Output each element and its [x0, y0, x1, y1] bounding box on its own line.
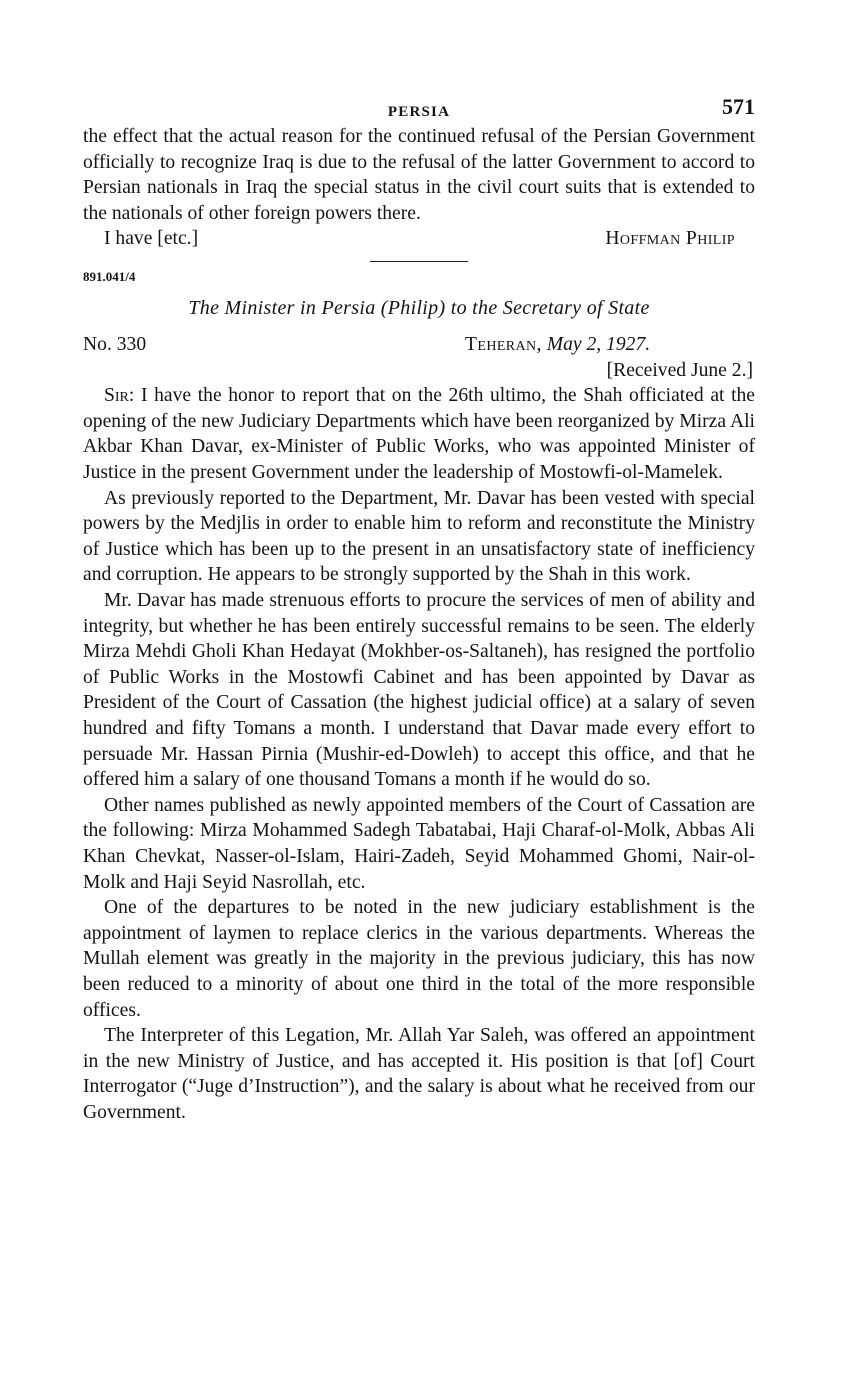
continuation-paragraph: the effect that the actual reason for the continued refusal of the Persian Government officially to recognize Iraq is due to the refusal of the latter Government to accord to Persian nationals in Iraq the special status in the civil court suits that is extended to the nationals of other foreign powers there.	[83, 126, 755, 224]
closing-row	[83, 226, 755, 252]
document-number: No. 330	[83, 334, 147, 356]
signature: Hoffman Philip	[605, 228, 735, 250]
document-page	[83, 92, 755, 1125]
place-date	[465, 332, 755, 358]
file-number: 891.041/4	[83, 269, 136, 285]
letter-paragraph-1	[83, 383, 755, 485]
received-date: [Received June 2.]	[606, 359, 753, 381]
letter-paragraph-2: As previously reported to the Department, Mr. Davar has been vested with special powers by the Medjlis in order to enable him to reform and reconstitute the Ministry of Justice which has been up to the present in an unsatisfactory state of inefficiency and corruption. He appears to be strongly supported by the Shah in this work.	[83, 487, 755, 586]
running-head	[83, 92, 755, 124]
date: May 2, 1927.	[546, 334, 651, 356]
first-paragraph-text: I have the honor to report that on the 26th ultimo, the Shah officiated at the opening of the new Judiciary Departments which have been reorganized by Mirza Ali Akbar Khan Davar, ex-Minister of Public Works, who was appointed Minister of Justice in the present Government under the leadership of Mostowfi-ol-Mamelek.	[83, 385, 756, 484]
section-divider	[370, 261, 468, 263]
letter-paragraph-6: The Interpreter of this Legation, Mr. Allah Yar Saleh, was offered an appointment in the new Ministry of Justice, and has accepted it. His position is that [of] Court Interrogator (“Juge d’Instruction”), and the salary is about what he received from our Government.	[83, 1025, 755, 1123]
document-meta	[83, 332, 755, 358]
letter-paragraph-3: Mr. Davar has made strenuous efforts to procure the services of men of ability and integrity, but whether he has been entirely successful remains to be seen. The elderly Mirza Mehdi Gholi Khan Hedayat (Mokhber-os-Saltaneh), has resigned the portfolio of Public Works in the Mostowfi Cabinet and has been appointed by Davar as President of the Court of Cassation (the highest judicial office) at a salary of seven hundred and fifty Tomans a month. I understand that Davar made every effort to persuade Mr. Hassan Pirnia (Mushir-ed-Dowleh) to accept this office, and that he offered him a salary of one thousand Tomans a month if he would do so.	[83, 590, 755, 791]
salutation: Sir	[104, 385, 129, 407]
page-number: 571	[722, 94, 755, 119]
letter-paragraph-5: One of the departures to be noted in the new judiciary establishment is the appointment of laymen to replace clerics in the various departments. Whereas the Mullah element was greatly in the majority in the previous judiciary, this has now been reduced to a minority of about one third in the total of the more responsible offices.	[83, 897, 755, 1021]
document-heading: The Minister in Persia (Philip) to the Secretary of State	[188, 297, 650, 320]
closing-text: I have [etc.]	[104, 228, 199, 250]
running-title: PERSIA	[387, 104, 451, 120]
salutation-punct: :	[128, 385, 141, 407]
letter-paragraph-4: Other names published as newly appointed members of the Court of Cassation are the following: Mirza Mohammed Sadegh Tabatabai, Haji Charaf-ol-Molk, Abbas Ali Khan Chevkat, Nasser-ol-Islam, Hairi-Zadeh, Seyid Mohammed Ghomi, Nair-ol-Molk and Haji Seyid Nasrollah, etc.	[83, 794, 755, 893]
place: Teheran,	[465, 334, 542, 356]
